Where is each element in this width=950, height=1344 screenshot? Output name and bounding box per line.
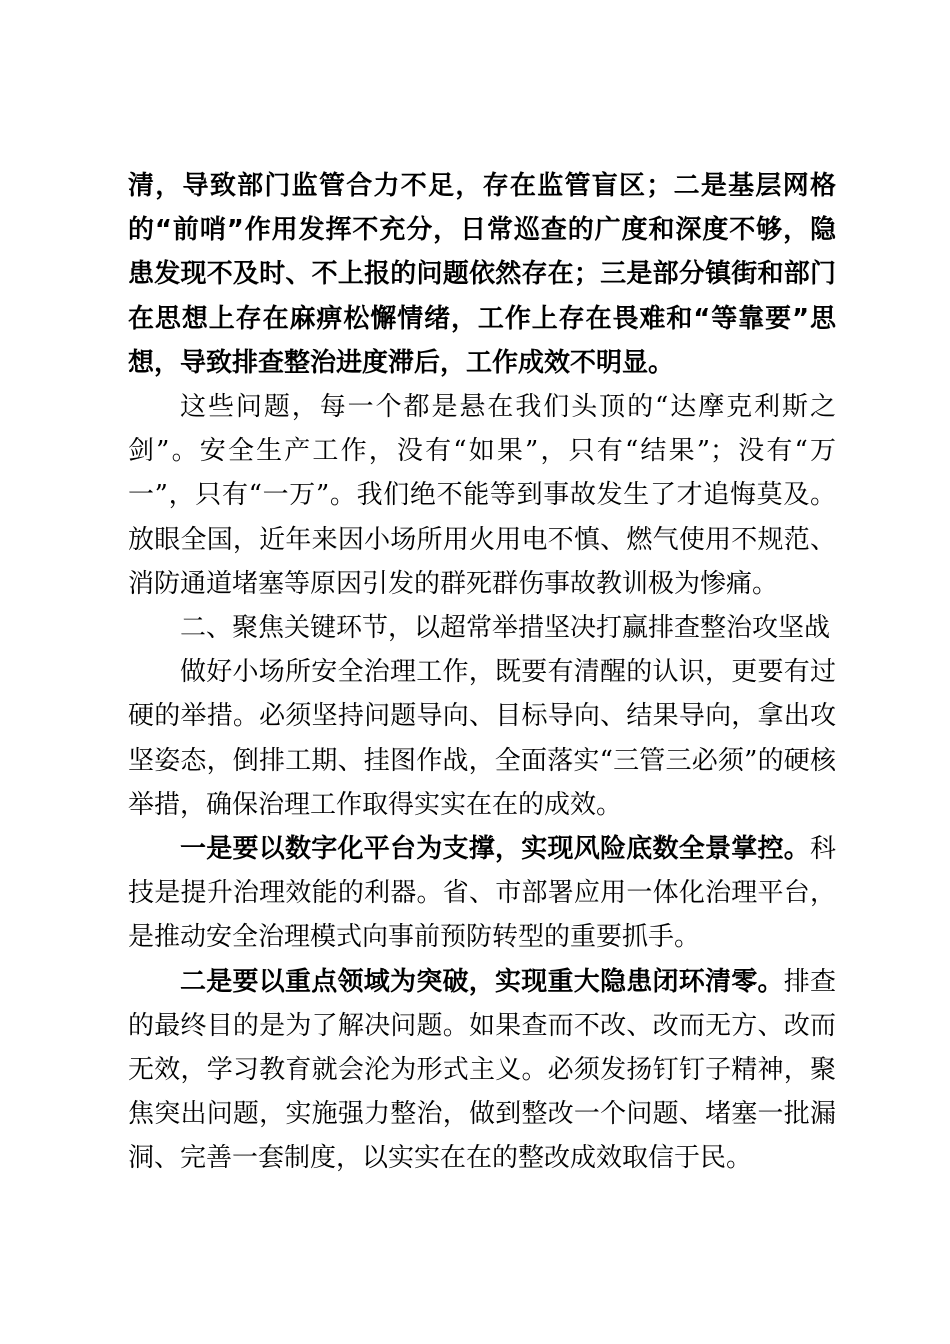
document-page xyxy=(128,164,836,1181)
paragraph-continued-problems: 清，导致部门监管合力不足，存在监管盲区；二是基层网格的“前哨”作用发挥不充分，日常巡查的广度和深度不够，隐患发现不及时、不上报的问题依然存在；三是部分镇街和部门在思想上存在麻痹松懈情绪，工作上存在畏难和“等靠要”思想，导致排查整治进度滞后，工作成效不明显。 xyxy=(128,171,836,378)
paragraph-key-areas xyxy=(128,960,836,1181)
body-digital: 科技是提升治理效能的利器。省、市部署应用一体化治理平台，是推动安全治理模式向事前预防转型的重要抓手。 xyxy=(128,834,836,953)
lead-sentence-digital: 一是要以数字化平台为支撑，实现风险底数全景掌控。 xyxy=(180,834,810,865)
paragraph-measures-intro: 做好小场所安全治理工作，既要有清醒的认识，更要有过硬的举措。必须坚持问题导向、目标导向、结果导向，拿出攻坚姿态，倒排工期、挂图作战，全面落实“三管三必须”的硬核举措，确保治理工作取得实实在在的成效。 xyxy=(128,657,836,820)
body-key-areas: 排查的最终目的是为了解决问题。如果查而不改、改而无方、改而无效，学习教育就会沦为形式主义。必须发扬钉钉子精神，聚焦突出问题，实施强力整治，做到整改一个问题、堵塞一批漏洞、完善一套制度，以实实在在的整改成效取信于民。 xyxy=(128,966,836,1174)
lead-sentence-key-areas: 二是要以重点领域为突破，实现重大隐患闭环清零。 xyxy=(180,966,784,997)
paragraph-digital-platform xyxy=(128,827,836,960)
section-heading: 二、聚焦关键环节，以超常举措坚决打赢排查整治攻坚战 xyxy=(180,613,831,644)
paragraph-warning: 这些问题，每一个都是悬在我们头顶的“达摩克利斯之剑”。安全生产工作，没有“如果”，只有“结果”；没有“万一”，只有“一万”。我们绝不能等到事故发生了才追悔莫及。放眼全国，近年来因小场所用火用电不慎、燃气使用不规范、消防通道堵塞等原因引发的群死群伤事故教训极为惨痛。 xyxy=(128,392,836,599)
